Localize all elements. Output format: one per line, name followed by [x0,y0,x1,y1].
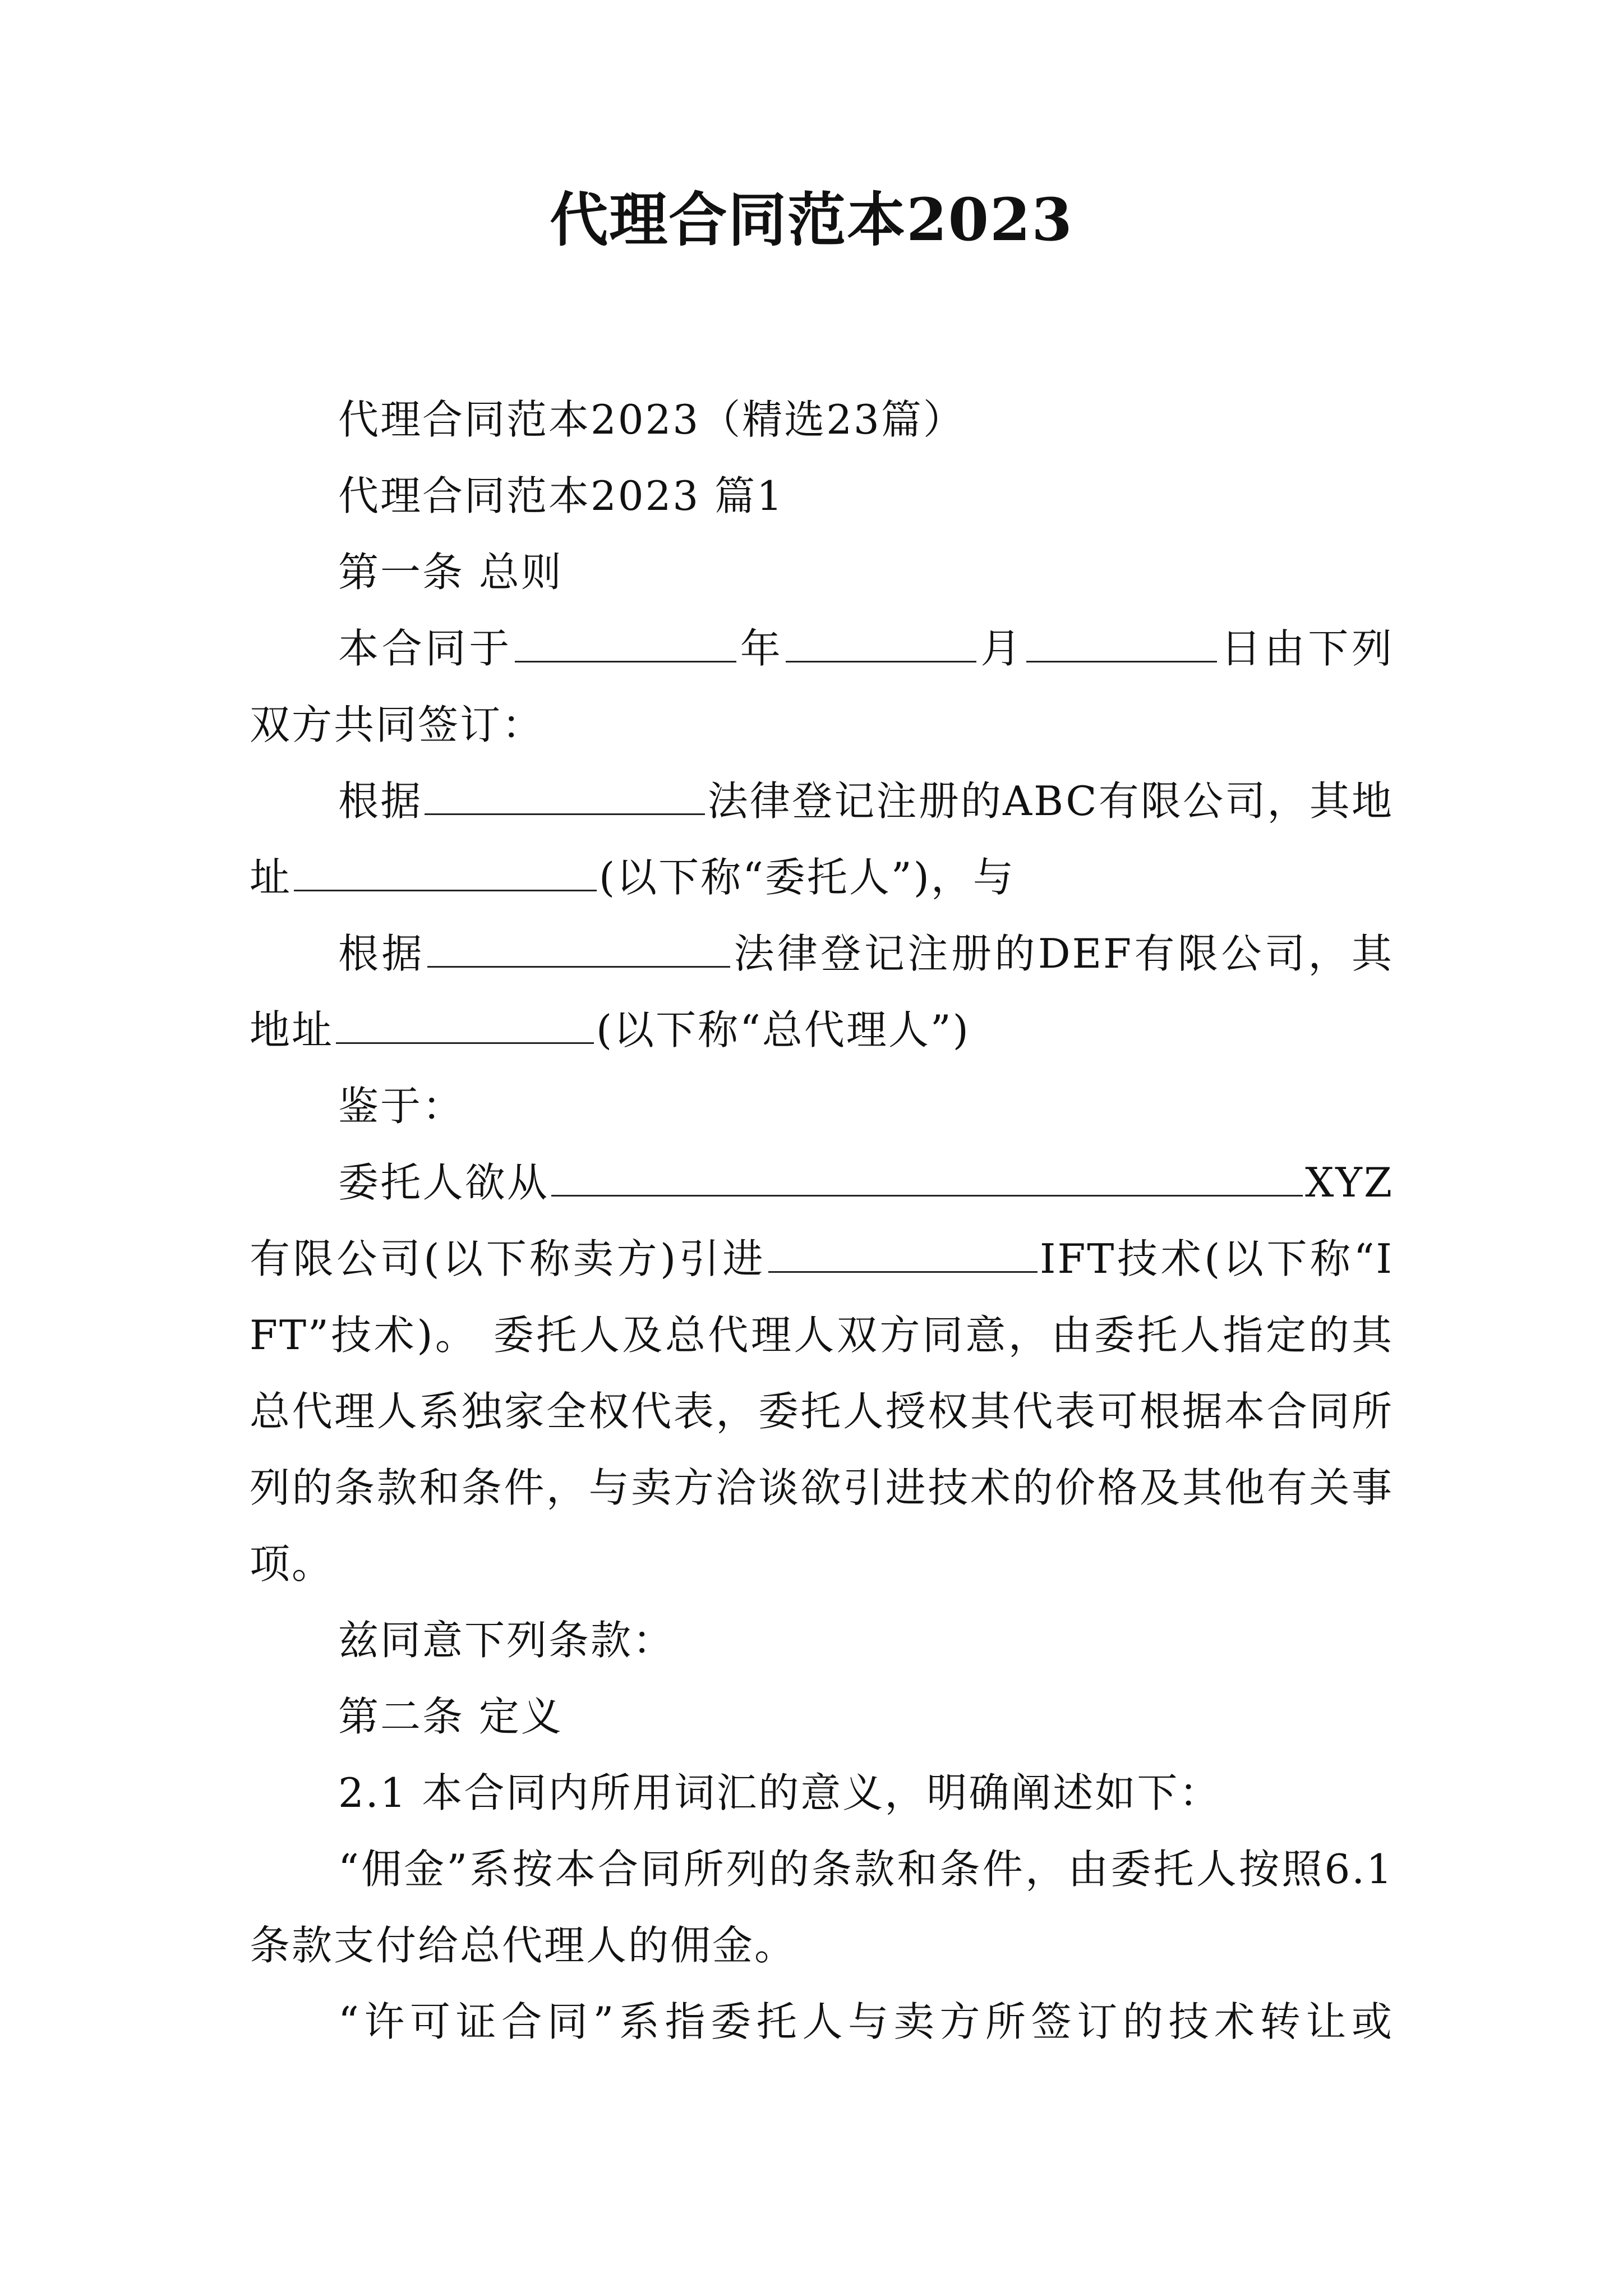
text-segment: 年 [738,625,784,672]
document-body [250,381,1394,2060]
paragraph-signing-date [250,610,1394,763]
paragraph-section-heading: 代理合同范本2023 篇1 [338,472,784,519]
text-segment: 委托人欲从 [338,1159,550,1206]
blank-line [425,777,705,815]
text-segment: IFT技术(以下称“IFT”技术)。 委托人及总代理人双方同意，由委托人指定的其总代理人系独家全权代表，委托人授权其代表可根据本合同所列的条款和条件，与卖方洽谈欲引进技术的价格及其他有关事项。 [250,1235,1394,1588]
text-segment: 月 [979,625,1024,672]
text-segment: 法律登记注册的ABC有限公司，其地址 [250,777,1394,901]
text-segment: (以下称“总代理人”) [596,1006,970,1053]
paragraph-party-principal [250,763,1394,915]
paragraph-agree-terms: 兹同意下列条款： [338,1617,675,1664]
paragraph-definition-commission: “佣金”系按本合同所列的条款和条件，由委托人按照6.1条款支付给总代理人的佣金。 [250,1846,1394,1969]
paragraph-article-1-heading: 第一条 总则 [338,549,563,596]
text-segment: 根据 [338,777,423,825]
paragraph-subtitle: 代理合同范本2023（精选23篇） [338,396,965,443]
blank-line [336,1006,594,1044]
blank-line [515,625,736,662]
paragraph-whereas: 鉴于： [338,1083,465,1130]
blank-line [768,1235,1038,1273]
text-segment: 根据 [338,930,425,977]
blank-line [294,854,597,891]
text-segment: XYZ有限公司(以下称卖方)引进 [250,1159,1394,1282]
paragraph-clause-2-1: 2.1 本合同内所用词汇的意义，明确阐述如下： [338,1769,1221,1816]
blank-line [1026,625,1217,662]
paragraph-definition-license-contract: “许可证合同”系指委托人与卖方所签订的技术转让或 [338,1998,1394,2045]
paragraph-whereas-content [250,1144,1394,1602]
text-segment: 本合同于 [338,625,513,672]
document-title: 代理合同范本2023 [550,185,1073,254]
blank-line [786,625,976,662]
blank-line [427,930,730,968]
text-segment: 法律登记注册的DEF有限公司，其地址 [250,930,1394,1053]
blank-line [551,1159,1303,1197]
text-segment: (以下称“委托人”)，与 [599,854,1015,901]
paragraph-article-2-heading: 第二条 定义 [338,1693,563,1740]
paragraph-party-agent [250,915,1394,1068]
text-segment: 日由下列双方共同签订： [250,625,1394,748]
